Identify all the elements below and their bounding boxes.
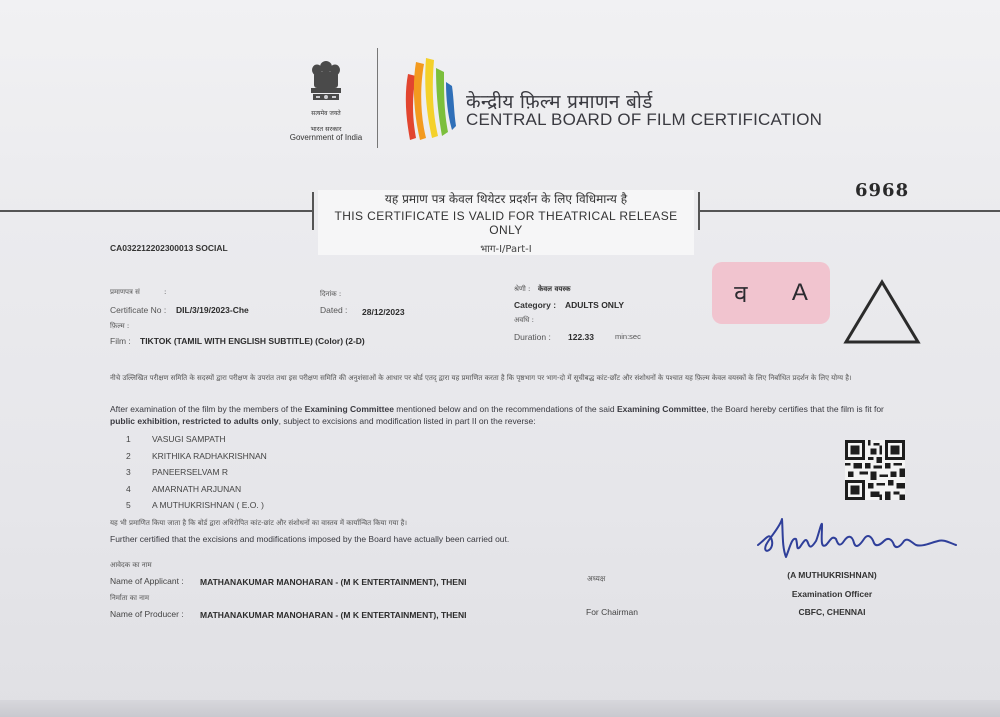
film-hindi: फ़िल्म : <box>110 322 130 330</box>
further-certified-english: Further certified that the excisions and modifications imposed by the Board have actually been carried out. <box>110 534 510 544</box>
gov-hindi: भारत सरकार <box>310 125 342 133</box>
rating-english: A <box>791 279 808 306</box>
committee-list <box>126 434 267 517</box>
serial-number: 6968 <box>855 180 910 201</box>
film-value: TIKTOK (TAMIL WITH ENGLISH SUBTITLE) (Color) (2-D) <box>140 336 365 346</box>
for-chairman: For Chairman <box>586 607 638 617</box>
cert-text-part: , subject to excisions and modification listed in part II on the reverse: <box>278 416 536 426</box>
rating-badge <box>712 262 830 324</box>
cert-text-bold: Examining Committee <box>616 404 707 414</box>
list-item <box>126 451 267 468</box>
board-name-english: CENTRAL BOARD OF FILM CERTIFICATION <box>466 110 823 129</box>
cert-text-part: , the Board hereby certifies that the film is fit for <box>706 404 884 414</box>
paper-edge-shadow <box>0 700 1000 717</box>
applicant-value: MATHANAKUMAR MANOHARAN - (M K ENTERTAINMENT), THENI <box>200 577 467 587</box>
producer-hindi: निर्माता का नाम <box>110 594 150 602</box>
list-item <box>126 434 267 451</box>
cert-no-label: Certificate No : <box>110 305 167 315</box>
banner-rule-left <box>0 210 313 212</box>
validity-english: THIS CERTIFICATE IS VALID FOR THEATRICAL RELEASE ONLY <box>334 209 678 237</box>
dated-label: Dated : <box>320 305 348 315</box>
qr-code-icon[interactable] <box>845 440 905 500</box>
adult-triangle-icon <box>842 278 922 348</box>
cbfc-logo-icon <box>402 56 458 144</box>
validity-banner <box>318 190 694 255</box>
member-name: PANEERSELVAM R <box>152 467 229 477</box>
member-number: 5 <box>126 500 131 510</box>
list-item <box>126 500 267 517</box>
dated-hindi: दिनांक : <box>320 290 342 298</box>
applicant-label: Name of Applicant : <box>110 576 184 586</box>
rating-hindi: व <box>734 279 748 308</box>
list-item <box>126 467 267 484</box>
category-hindi-value: केवल वयस्क <box>538 285 571 293</box>
film-label: Film : <box>110 336 131 346</box>
list-item <box>126 484 267 501</box>
officer-signature <box>752 515 962 567</box>
banner-rule-right <box>700 210 1000 212</box>
cert-no-hindi-colon: : <box>164 288 167 296</box>
cert-no-value: DIL/3/19/2023-Che <box>176 305 249 315</box>
category-value: ADULTS ONLY <box>565 300 625 310</box>
banner-bracket-right <box>698 192 700 230</box>
member-name: AMARNATH ARJUNAN <box>152 483 242 494</box>
member-name: KRITHIKA RADHAKRISHNAN <box>152 450 267 461</box>
further-certified-hindi: यह भी प्रमाणित किया जाता है कि बोर्ड द्वारा अधिरोपित कांट-छांट और संशोधनों का वास्तव में कार्यान्वित किया गया है। <box>110 519 408 527</box>
member-number: 3 <box>126 467 131 477</box>
board-name-hindi: केन्द्रीय फ़िल्म प्रमाणन बोर्ड <box>466 91 653 113</box>
member-number: 4 <box>126 483 131 494</box>
duration-value: 122.33 <box>568 332 594 342</box>
officer-office: CBFC, CHENNAI <box>798 607 866 617</box>
member-name: A MUTHUKRISHNAN ( E.O. ) <box>152 500 264 510</box>
banner-bracket-left <box>312 192 314 230</box>
gov-caption <box>288 124 364 142</box>
national-emblem <box>304 58 348 118</box>
cert-text-part: After examination of the film by the members of the <box>110 404 305 414</box>
chairman-hindi: अध्यक्ष <box>587 574 606 583</box>
gov-english: Government of India <box>289 133 363 142</box>
cert-text-bold: public exhibition, restricted to adults only <box>110 416 279 426</box>
reference-code: CA032212202300013 SOCIAL <box>110 243 228 253</box>
cert-no-hindi: प्रमाणपत्र सं <box>110 288 140 296</box>
ashoka-lion-icon <box>304 58 348 104</box>
header-divider <box>377 48 378 148</box>
duration-label: Duration : <box>514 332 551 342</box>
cert-text-bold: Examining Committee <box>304 404 394 414</box>
member-name: VASUGI SAMPATH <box>152 434 226 444</box>
dated-value: 28/12/2023 <box>362 307 405 317</box>
applicant-hindi: आवेदक का नाम <box>110 561 152 569</box>
validity-hindi: यह प्रमाण पत्र केवल थियेटर प्रदर्शन के लिए विधिमान्य है <box>384 192 628 206</box>
officer-title: Examination Officer <box>791 589 873 599</box>
cert-text-part: mentioned below and on the recommendations of the said <box>393 404 617 414</box>
producer-label: Name of Producer : <box>110 609 184 619</box>
member-number: 1 <box>126 434 131 444</box>
category-hindi-label: श्रेणी : <box>514 285 531 293</box>
part-label: भाग-I/Part-I <box>480 244 532 255</box>
duration-hindi: अवधि : <box>514 316 534 324</box>
duration-unit: min:sec <box>615 332 641 341</box>
officer-name: (A MUTHUKRISHNAN) <box>787 570 877 580</box>
category-label: Category : <box>514 300 557 310</box>
producer-value: MATHANAKUMAR MANOHARAN - (M K ENTERTAINMENT), THENI <box>200 610 467 620</box>
certification-text-english <box>110 403 890 427</box>
certification-text-hindi: नीचे उल्लिखित परीक्षण समिति के सदस्यों द्वारा परीक्षण के उपरांत तथा इस परीक्षण समिति की अनुशंसाओं के आधार पर बोर्ड एतद् द्वारा यह प्रमाणित करता है कि पृष्ठभाग पर भाग-दो में सूचीबद्ध कांट-छाँट और संशोधनों के पश्चात यह फ़िल्म केवल वयस्कों के लिए निर्बाधित प्रदर्शन के लिए योग्य है। <box>110 374 852 382</box>
emblem-motto: सत्यमेव जयते <box>311 110 341 117</box>
member-number: 2 <box>126 450 131 461</box>
